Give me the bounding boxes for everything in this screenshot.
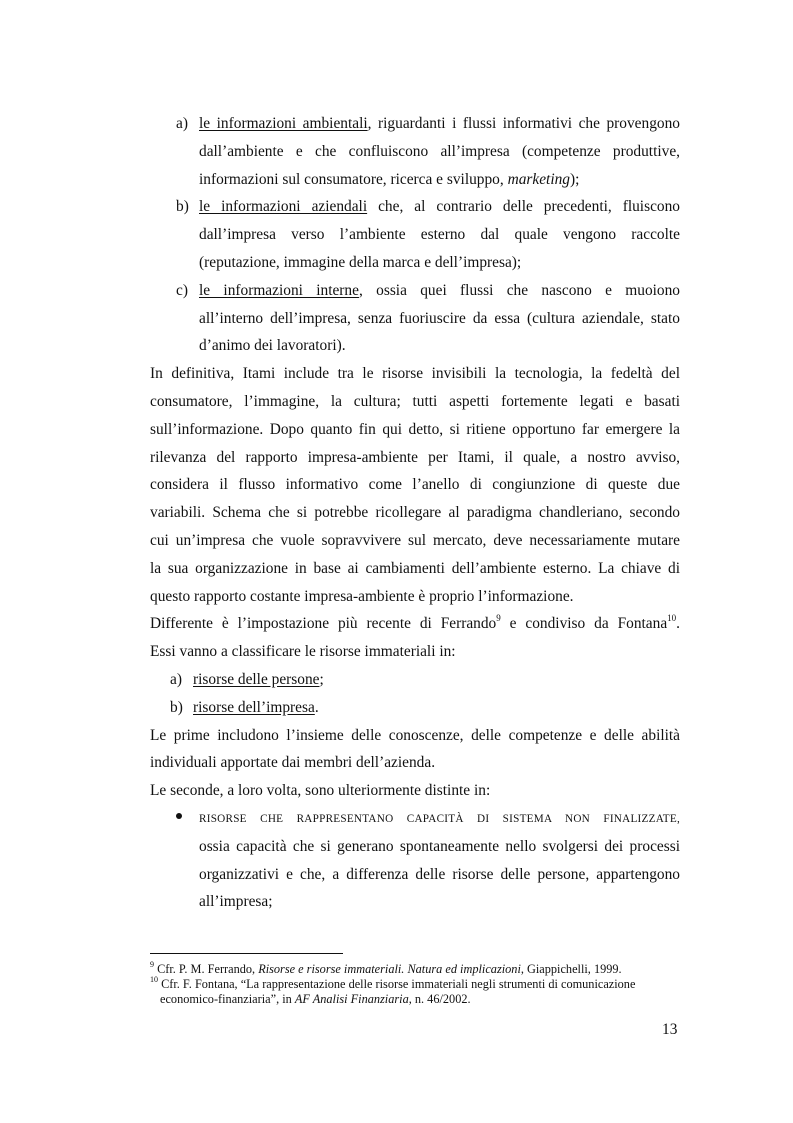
list-b-item-a: risorse delle persone; <box>193 671 324 688</box>
list-a-label-b: b) <box>176 198 189 215</box>
list-a-item-a-line1: le informazioni ambientali, riguardanti i flussi informativi che provengono <box>199 115 680 132</box>
para1-line: considera il flusso informativo come l’anello di congiunzione di queste due <box>150 476 680 493</box>
footnote-separator <box>150 953 343 954</box>
list-a-label-c: c) <box>176 282 188 299</box>
para1-line: variabili. Schema che si potrebbe ricollegare al paradigma chandleriano, secondo <box>150 504 680 521</box>
para1-line: questo rapporto costante impresa-ambiente è proprio l’informazione. <box>150 588 574 605</box>
term-informazioni-ambientali: le informazioni ambientali <box>199 115 368 132</box>
list-a-label-a: a) <box>176 115 188 132</box>
list-a-item-c-line1: le informazioni interne, ossia quei flussi che nascono e muoiono <box>199 282 680 299</box>
list-a-item-a-line3: informazioni sul consumatore, ricerca e sviluppo, marketing); <box>199 171 580 188</box>
list-b-label-a: a) <box>170 671 182 688</box>
para2-line1: Differente è l’impostazione più recente di Ferrando$^9$ e condiviso da Fontana$^{10}$. <box>150 612 681 632</box>
term-risorse-impresa: risorse dell’impresa <box>193 699 315 716</box>
list-a-item-a-line2: dall’ambiente e che confluiscono all’impresa (competenze produttive, <box>199 143 680 160</box>
footnote-ref-10: 10 <box>667 612 677 623</box>
list-b-item-b: risorse dell’impresa. <box>193 699 319 716</box>
bullet1-line: ossia capacità che si generano spontaneamente nello svolgersi dei processi <box>199 838 680 855</box>
list-a-item-b-line3: (reputazione, immagine della marca e dell’impresa); <box>199 254 522 271</box>
para1-line: rilevanza del rapporto impresa-ambiente per Itami, il quale, a nostro avviso, <box>150 449 680 466</box>
para2-line2: Essi vanno a classificare le risorse immateriali in: <box>150 643 456 660</box>
footnote-ref-9: 9 <box>496 612 501 623</box>
list-a-item-c-line3: d’animo dei lavoratori). <box>199 337 346 354</box>
para3-line: Le prime includono l’insieme delle conoscenze, delle competenze e delle abilità <box>150 727 680 744</box>
para3-line: individuali apportate dai membri dell’azienda. <box>150 754 436 771</box>
para1-line: sull’informazione. Dopo quanto fin qui detto, si ritiene opportuno far emergere la <box>150 421 680 438</box>
term-informazioni-aziendali: le informazioni aziendali <box>199 198 368 215</box>
footnote-9: $^9$ Cfr. P. M. Ferrando, Risorse e risorse immateriali. Natura ed implicazioni, Giappichelli, 1999. <box>150 959 622 976</box>
bullet-dot <box>176 813 182 819</box>
para1-line: cui un’impresa che vuole sopravvivere sul mercato, deve necessariamente mutare <box>150 532 680 549</box>
term-informazioni-interne: le informazioni interne <box>199 282 359 299</box>
list-a-item-b-line1: le informazioni aziendali che, al contrario delle precedenti, fluiscono <box>199 198 680 215</box>
para1-line: consumatore, l’immagine, la cultura; tutti aspetti fortemente legati e basati <box>150 393 680 410</box>
para4-line: Le seconde, a loro volta, sono ulteriormente distinte in: <box>150 782 491 799</box>
list-a-item-c-line2: all’interno dell’impresa, senza fuoriuscire da essa (cultura aziendale, stato <box>199 310 680 327</box>
footnote-10-line2: economico-finanziaria”, in AF Analisi Finanziaria, n. 46/2002. <box>160 992 471 1006</box>
bullet1-line: all’impresa; <box>199 893 273 910</box>
bullet1-heading: RISORSE CHE RAPPRESENTANO CAPACITÀ DI SISTEMA NON FINALIZZATE, <box>199 813 680 825</box>
para1-line: la sua organizzazione in base ai cambiamenti dell’ambiente esterno. La chiave di <box>150 560 680 577</box>
footnote-10-line1: $^{10}$ Cfr. F. Fontana, “La rappresentazione delle risorse immateriali negli strumenti di comunicazione <box>150 974 636 991</box>
page-number: 13 <box>662 1021 678 1038</box>
para1-line: In definitiva, Itami include tra le risorse invisibili la tecnologia, la fedeltà del <box>150 365 680 382</box>
term-risorse-persone: risorse delle persone <box>193 671 320 688</box>
list-b-label-b: b) <box>170 699 183 716</box>
list-a-item-b-line2: dall’impresa verso l’ambiente esterno dal quale vengono raccolte <box>199 226 680 243</box>
bullet1-line: organizzativi e che, a differenza delle risorse delle persone, appartengono <box>199 866 680 883</box>
